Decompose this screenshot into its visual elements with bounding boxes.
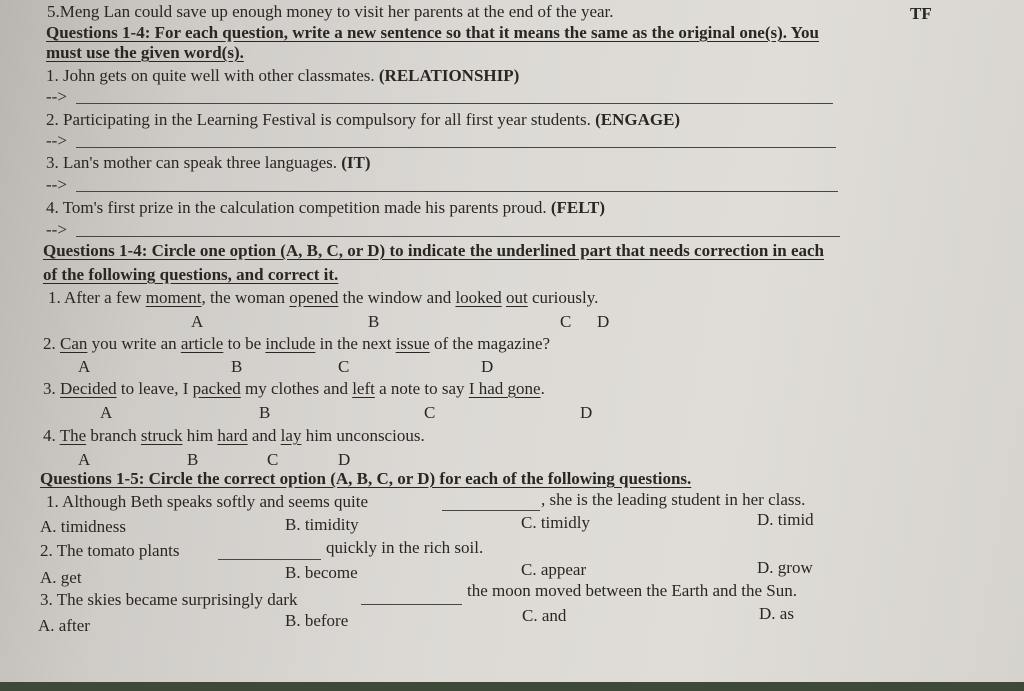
true-false-label: TF: [910, 4, 932, 23]
option-c-label[interactable]: C: [267, 450, 279, 469]
mc-question-2-stem-end: quickly in the rich soil.: [326, 538, 484, 557]
option-d-label[interactable]: D: [597, 312, 610, 331]
desk-surface: [0, 682, 1024, 691]
answer-arrow-2: -->: [46, 131, 67, 150]
mc-question-1-option-d[interactable]: D. timid: [757, 510, 814, 529]
option-b-label[interactable]: B: [187, 450, 199, 469]
mc-question-2-option-c[interactable]: C. appear: [521, 560, 587, 579]
option-a-label[interactable]: A: [191, 312, 204, 331]
rewrite-question-2: 2. Participating in the Learning Festival is compulsory for all first year students. (ENGAGE): [46, 110, 681, 129]
mc-question-1-stem-start: 1. Although Beth speaks softly and seems quite: [46, 492, 369, 511]
error-question-3: 3. Decided to leave, I packed my clothes and left a note to say I had gone.: [43, 379, 545, 398]
option-c-label[interactable]: C: [560, 312, 572, 331]
answer-line-3[interactable]: [76, 191, 838, 192]
option-d-label[interactable]: D: [338, 450, 351, 469]
mc-question-3-blank[interactable]: [361, 604, 462, 605]
mc-question-1-option-c[interactable]: C. timidly: [521, 513, 590, 532]
mc-question-3-stem-end: the moon moved between the Earth and the Sun.: [467, 581, 797, 600]
option-b-label[interactable]: B: [368, 312, 380, 331]
mc-question-3-option-a[interactable]: A. after: [38, 616, 90, 635]
section1-heading-line2: must use the given word(s).: [46, 43, 244, 62]
option-d-label[interactable]: D: [481, 357, 494, 376]
section1-heading-line1: Questions 1-4: For each question, write a new sentence so that it means the same as the original one(s). You: [46, 23, 819, 42]
option-a-label[interactable]: A: [78, 357, 91, 376]
answer-line-1[interactable]: [76, 103, 833, 104]
option-a-label[interactable]: A: [78, 450, 91, 469]
mc-question-2-stem-start: 2. The tomato plants: [40, 541, 180, 560]
option-b-label[interactable]: B: [259, 403, 271, 422]
option-a-label[interactable]: A: [100, 403, 113, 422]
section2-heading-line2: of the following questions, and correct it.: [43, 265, 339, 284]
mc-question-2-blank[interactable]: [218, 559, 321, 560]
error-question-4: 4. The branch struck him hard and lay him unconscious.: [43, 426, 425, 445]
mc-question-3-option-c[interactable]: C. and: [522, 606, 567, 625]
question-5-statement: 5.Meng Lan could save up enough money to visit her parents at the end of the year.: [47, 2, 614, 21]
section2-heading-line1: Questions 1-4: Circle one option (A, B, C, or D) to indicate the underlined part that needs correction in each: [43, 241, 825, 260]
mc-question-1-blank[interactable]: [442, 510, 540, 511]
mc-question-3-option-b[interactable]: B. before: [285, 611, 349, 630]
mc-question-2-option-d[interactable]: D. grow: [757, 558, 813, 577]
rewrite-question-1: 1. John gets on quite well with other classmates. (RELATIONSHIP): [46, 66, 520, 85]
option-d-label[interactable]: D: [580, 403, 593, 422]
mc-question-3-stem-start: 3. The skies became surprisingly dark: [40, 590, 298, 609]
mc-question-3-option-d[interactable]: D. as: [759, 604, 794, 623]
mc-question-1-stem-end: , she is the leading student in her class.: [541, 490, 806, 509]
mc-question-2-option-b[interactable]: B. become: [285, 563, 358, 582]
answer-arrow-1: -->: [46, 87, 67, 106]
mc-question-2-option-a[interactable]: A. get: [40, 568, 82, 587]
rewrite-question-3: 3. Lan's mother can speak three languages. (IT): [46, 153, 371, 172]
mc-question-1-option-a[interactable]: A. timidness: [40, 517, 126, 536]
option-b-label[interactable]: B: [231, 357, 243, 376]
mc-question-1-option-b[interactable]: B. timidity: [285, 515, 359, 534]
error-question-2: 2. Can you write an article to be include in the next issue of the magazine?: [43, 334, 551, 353]
option-c-label[interactable]: C: [338, 357, 350, 376]
error-question-1: 1. After a few moment, the woman opened the window and looked out curiously.: [48, 288, 599, 307]
answer-line-2[interactable]: [76, 147, 836, 148]
answer-arrow-4: -->: [46, 220, 67, 239]
rewrite-question-4: 4. Tom's first prize in the calculation competition made his parents proud. (FELT): [46, 198, 606, 217]
answer-arrow-3: -->: [46, 175, 67, 194]
answer-line-4[interactable]: [76, 236, 840, 237]
option-c-label[interactable]: C: [424, 403, 436, 422]
section3-heading: Questions 1-5: Circle the correct option (A, B, C, or D) for each of the following questions.: [40, 469, 692, 488]
